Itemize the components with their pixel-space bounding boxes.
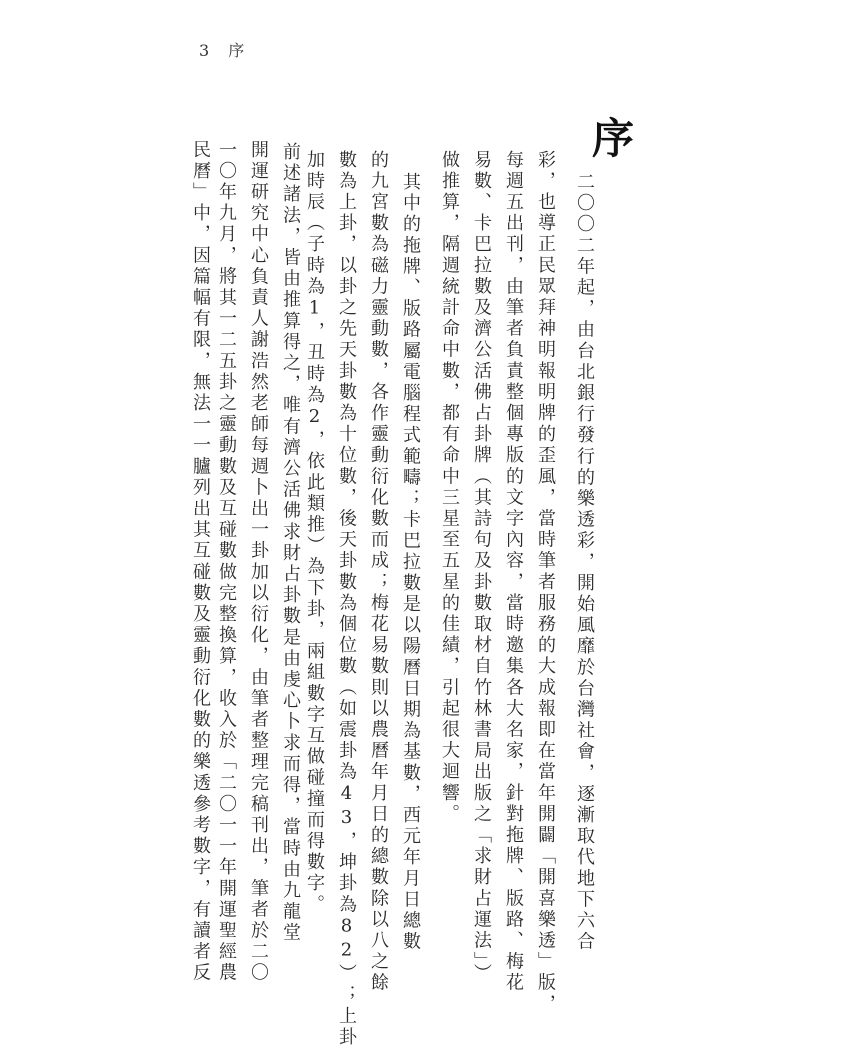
text-column: 的九宮數為磁力靈動數，各作靈動衍化數而成；梅花易數則以農曆年月日的總數除以八之餘 xyxy=(368,150,389,994)
text-column: 開運研究中心負責人謝浩然老師每週卜出一卦加以衍化，由筆者整理完稿刊出，筆者於二〇 xyxy=(248,140,269,984)
text-column: 彩，也導正民眾拜神明報明牌的歪風，當時筆者服務的大成報即在當年開闢「開喜樂透」版， xyxy=(535,150,556,1016)
text-column: 做推算，隔週統計命中數，都有命中三星至五星的佳績，引起很大迴響。 xyxy=(439,150,460,826)
text-column: 一〇年九月，將其一二五卦之靈動數及互碰數做完整換算，收入於「二〇一一年開運聖經農 xyxy=(216,140,237,984)
text-column: 易數、卡巴拉數及濟公活佛占卦牌（其詩句及卦數取材自竹林書局出版之「求財占運法」） xyxy=(471,150,492,985)
text-column: 數為上卦，以卦之先天卦數為十位數，後天卦數為個位數（如震卦為43，坤卦為82）；上卦 xyxy=(336,150,357,1048)
text-column: 前述諸法，皆由推算得之，唯有濟公活佛求財占卦數是由虔心卜求而得，當時由九龍堂 xyxy=(280,100,301,944)
text-column: 民曆」中，因篇幅有限，無法一一臚列出其互碰數及靈動衍化數的樂透參考數字，有讀者反 xyxy=(190,140,211,984)
section-label: 序 xyxy=(228,41,247,60)
running-head xyxy=(199,38,246,61)
page-number: 3 xyxy=(199,41,212,60)
text-column: 加時辰（子時為1，丑時為2，依此類推）為下卦，兩組數字互做碰撞而得數字。 xyxy=(304,150,325,916)
text-column: 每週五出刊，由筆者負責整個專版的文字內容，當時邀集各大名家，針對拖牌、版路、梅花 xyxy=(503,150,524,994)
text-column: 二〇〇二年起，由台北銀行發行的樂透彩，開始風靡於台灣社會，逐漸取代地下六合 xyxy=(574,130,595,953)
page-title: 序 xyxy=(592,114,635,163)
text-column: 其中的拖牌、版路屬電腦程式範疇；卡巴拉數是以陽曆日期為基數，西元年月日總數 xyxy=(400,130,421,953)
